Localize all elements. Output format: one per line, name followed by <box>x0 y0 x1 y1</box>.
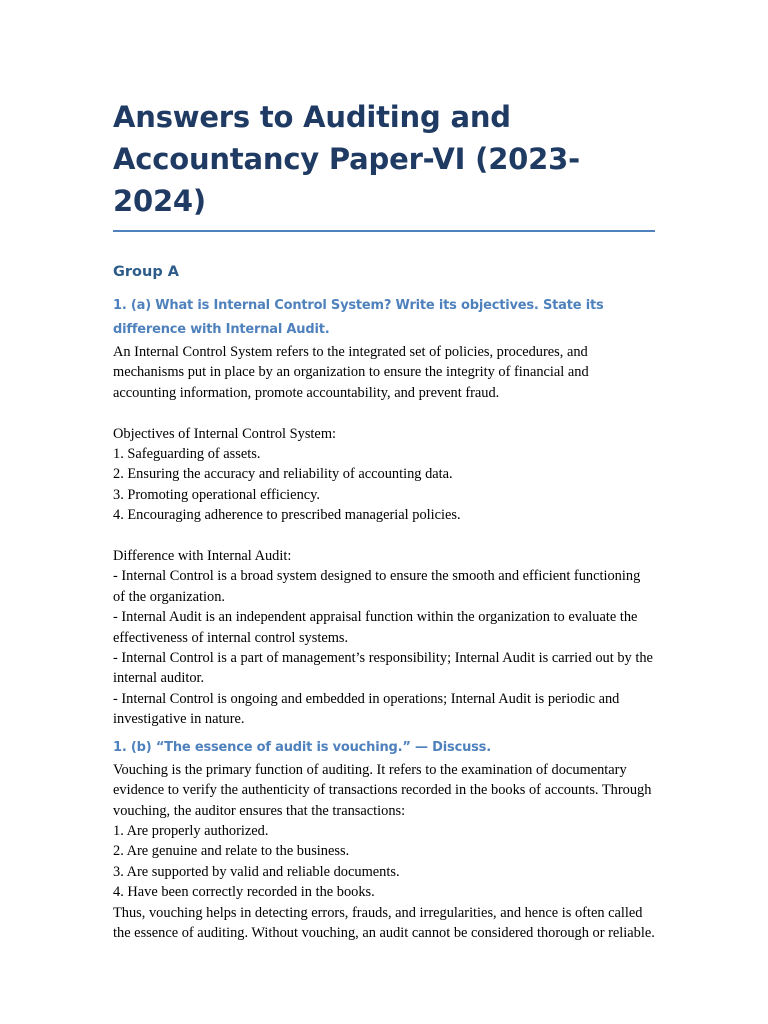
group-heading: Group A <box>113 264 179 280</box>
objective-item: 4. Encouraging adherence to prescribed managerial policies. <box>113 507 461 524</box>
objectives-heading: Objectives of Internal Control System: <box>113 425 337 442</box>
vouching-point: 2. Are genuine and relate to the business. <box>113 843 350 860</box>
question-1b-heading: 1. (b) “The essence of audit is vouching.” — Discuss. <box>113 739 491 755</box>
objective-item: 2. Ensuring the accuracy and reliability of accounting data. <box>113 466 453 483</box>
question-1b-conclusion: Thus, vouching helps in detecting errors, frauds, and irregularities, and hence is often called the essence of auditing. Without vouching, an audit cannot be considered thorough or reliable. <box>113 904 655 941</box>
question-1a-intro: An Internal Control System refers to the integrated set of policies, procedures, and mechanisms put in place by an organization to ensure the integrity of financial and accounting information, promote accountability, and prevent fraud. <box>113 344 589 401</box>
difference-item: - Internal Control is a part of management’s responsibility; Internal Audit is carried out by the internal auditor. <box>113 650 653 687</box>
question-1b-body <box>113 760 655 944</box>
difference-heading: Difference with Internal Audit: <box>113 548 292 565</box>
vouching-point: 1. Are properly authorized. <box>113 822 269 839</box>
objective-item: 1. Safeguarding of assets. <box>113 446 261 463</box>
difference-item: - Internal Control is ongoing and embedded in operations; Internal Audit is periodic and investigative in nature. <box>113 690 620 728</box>
vouching-point: 4. Have been correctly recorded in the books. <box>113 884 375 901</box>
vouching-point: 3. Are supported by valid and reliable documents. <box>113 863 400 880</box>
document-title: Answers to Auditing and Accountancy Paper-VI (2023-2024) <box>113 96 655 232</box>
objectives-section <box>113 424 655 526</box>
difference-section <box>113 546 655 730</box>
difference-item: - Internal Control is a broad system designed to ensure the smooth and efficient functioning of the organization. <box>113 568 641 605</box>
question-1b-intro: Vouching is the primary function of auditing. It refers to the examination of documentary evidence to verify the authenticity of transactions recorded in the books of accounts. Through vouching, the auditor ensures that the transactions: <box>113 761 652 819</box>
objective-item: 3. Promoting operational efficiency. <box>113 486 321 503</box>
document-page <box>113 96 655 943</box>
question-1a-heading: 1. (a) What is Internal Control System? Write its objectives. State its difference with Internal Audit. <box>113 298 604 337</box>
difference-item: - Internal Audit is an independent appraisal function within the organization to evaluate the effectiveness of internal control systems. <box>113 609 638 646</box>
